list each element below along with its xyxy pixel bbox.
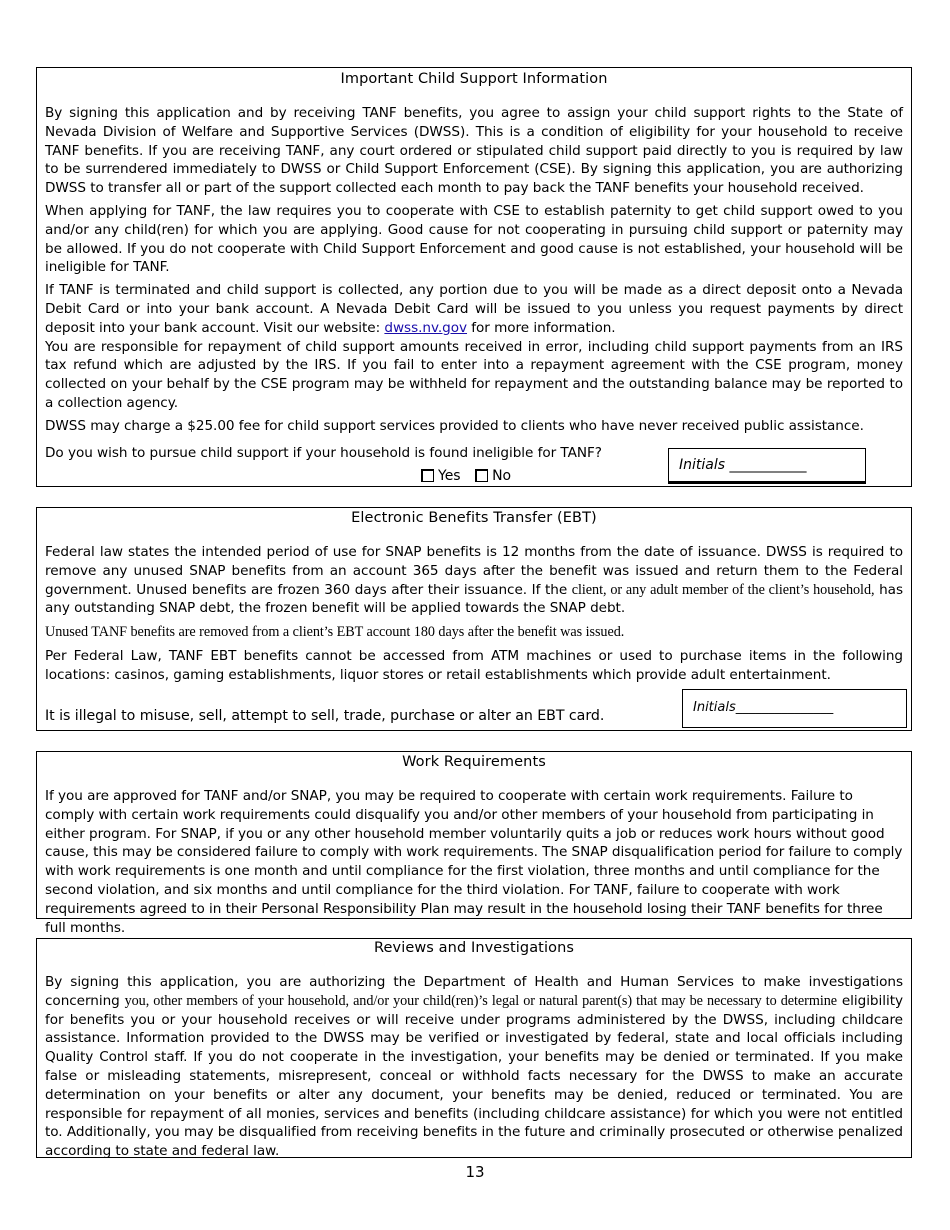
page-number: 13: [465, 1163, 485, 1181]
ebt-paragraph-4: It is illegal to misuse, sell, attempt to sell, trade, purchase or alter an EBT card.: [45, 708, 605, 724]
work-requirements-title: Work Requirements: [402, 754, 546, 770]
child-support-paragraph-2: When applying for TANF, the law requires you to cooperate with CSE to establish paternity to get child support owed to you and/or any child(ren) for which you are applying. Good cause for not cooperating in pursuing child support or paternity may be allowed. If you do not cooperate with Child Support Enforcement and good cause is not established, your household will be ineligible for TANF.: [45, 202, 903, 276]
ebt-paragraph-1-serif: client, or any adult member of the client’s household,: [571, 581, 875, 598]
no-label: No: [492, 468, 512, 484]
ebt-paragraph-1-text: Federal law states the intended period of use for SNAP benefits is 12 months from the date of issuance. DWSS is required to remove any unused SNAP benefits from an account 365 days after the benefit was issued and return them to the Federal government. Unused benefits are frozen 360 days after their issuance. If the: [45, 544, 903, 598]
child-support-initials-field[interactable]: Initials ___________: [668, 448, 866, 484]
ebt-title: Electronic Benefits Transfer (EBT): [351, 510, 597, 526]
reviews-section: [36, 938, 912, 1158]
ebt-paragraph-3: Per Federal Law, TANF EBT benefits cannot be accessed from ATM machines or used to purchase items in the following locations: casinos, gaming establishments, liquor stores or retail establishments which provide adult entertainment.: [45, 647, 903, 683]
child-support-paragraph-3-text: If TANF is terminated and child support is collected, any portion due to you will be made as a direct deposit onto a Nevada Debit Card or into your bank account. A Nevada Debit Card will be issued to you unless you request payments by direct deposit into your bank account. Visit our website:: [45, 282, 903, 336]
child-support-paragraph-4: You are responsible for repayment of child support amounts received in error, including child support payments from an IRS tax refund which are adjusted by the IRS. If you fail to enter into a repayment agreement with the CSE program, money collected on your behalf by the CSE program may be withheld for repayment and the outstanding balance may be reported to a collection agency.: [45, 338, 903, 411]
yes-label: Yes: [438, 468, 461, 484]
reviews-paragraph: [45, 973, 903, 1161]
reviews-paragraph-tail: eligibility for benefits you or your household receives or will receive under programs administered by the DWSS, including childcare assistance. Information provided to the DWSS may be verified or investigated by federal, state and local officials including Quality Control staff. If you do not cooperate in the investigation, your benefits may be denied or terminated. If you make false or misleading statements, misrepresent, conceal or withhold facts necessary for the DWSS to make an accurate determination on your benefits or alter any document, your benefits may be denied, reduced or terminated. You are responsible for repayment of all monies, services and benefits (including childcare assistance) for which you were not entitled to. Additionally, you may be disqualified from receiving benefits in the future and criminally prosecuted or otherwise penalized according to state and federal law.: [45, 992, 903, 1160]
no-checkbox[interactable]: [475, 469, 488, 482]
child-support-paragraph-3: [45, 281, 903, 337]
reviews-paragraph-serif: you, other members of your household, and/or your child(ren)’s legal or natural parent(s) that may be necessary to determine: [124, 992, 838, 1009]
yes-checkbox[interactable]: [421, 469, 434, 482]
child-support-section: [36, 67, 912, 487]
reviews-paragraph-text: By signing this application, you are authorizing the Department of Health and Human Services to make investigations concerning: [45, 974, 903, 1009]
child-support-paragraph-3-tail: for more information.: [467, 319, 616, 336]
ebt-paragraph-2: Unused TANF benefits are removed from a client’s EBT account 180 days after the benefit was issued.: [45, 624, 625, 641]
child-support-paragraph-5: DWSS may charge a $25.00 fee for child support services provided to clients who have never received public assistance.: [45, 417, 864, 434]
reviews-title: Reviews and Investigations: [373, 940, 575, 956]
ebt-section: [36, 507, 912, 731]
work-requirements-paragraph: If you are approved for TANF and/or SNAP, you may be required to cooperate with certain work requirements. Failure to comply with certain work requirements could disqualify you and/or other members of your household from participating in either program. For SNAP, if you or any other household member voluntarily quits a job or reduces work hours without good cause, this may be considered failure to comply with work requirements. The SNAP disqualification period for failure to comply with work requirements is one month and until compliance for the first violation, three months and until compliance for the second violation, and six months and until compliance for the third violation. For TANF, failure to cooperate with work requirements agreed to in their Personal Responsibility Plan may result in the household losing their TANF benefits for three full months.: [45, 788, 903, 936]
child-support-title: Important Child Support Information: [340, 71, 608, 87]
ebt-paragraph-1-tail: has any outstanding SNAP debt, the frozen benefit will be applied towards the SNAP debt.: [45, 581, 903, 617]
work-requirements-section: [36, 751, 912, 936]
child-support-question: Do you wish to pursue child support if your household is found ineligible for TANF?: [45, 444, 602, 461]
child-support-paragraph-1: By signing this application and by receiving TANF benefits, you agree to assign your child support rights to the State of Nevada Division of Welfare and Supportive Services (DWSS). This is a condition of eligibility for your household to receive TANF benefits. If you are receiving TANF, any court ordered or stipulated child support paid directly to you is required by law to be surrendered immediately to DWSS or Child Support Enforcement (CSE). By signing this application, you are authorizing DWSS to transfer all or part of the support collected each month to pay back the TANF benefits your household received.: [45, 105, 903, 197]
dwss-website-link[interactable]: dwss.nv.gov: [384, 319, 468, 336]
ebt-paragraph-1: [45, 543, 903, 618]
ebt-initials-field[interactable]: Initials_______________: [682, 689, 907, 728]
yes-no-options: [421, 467, 511, 485]
